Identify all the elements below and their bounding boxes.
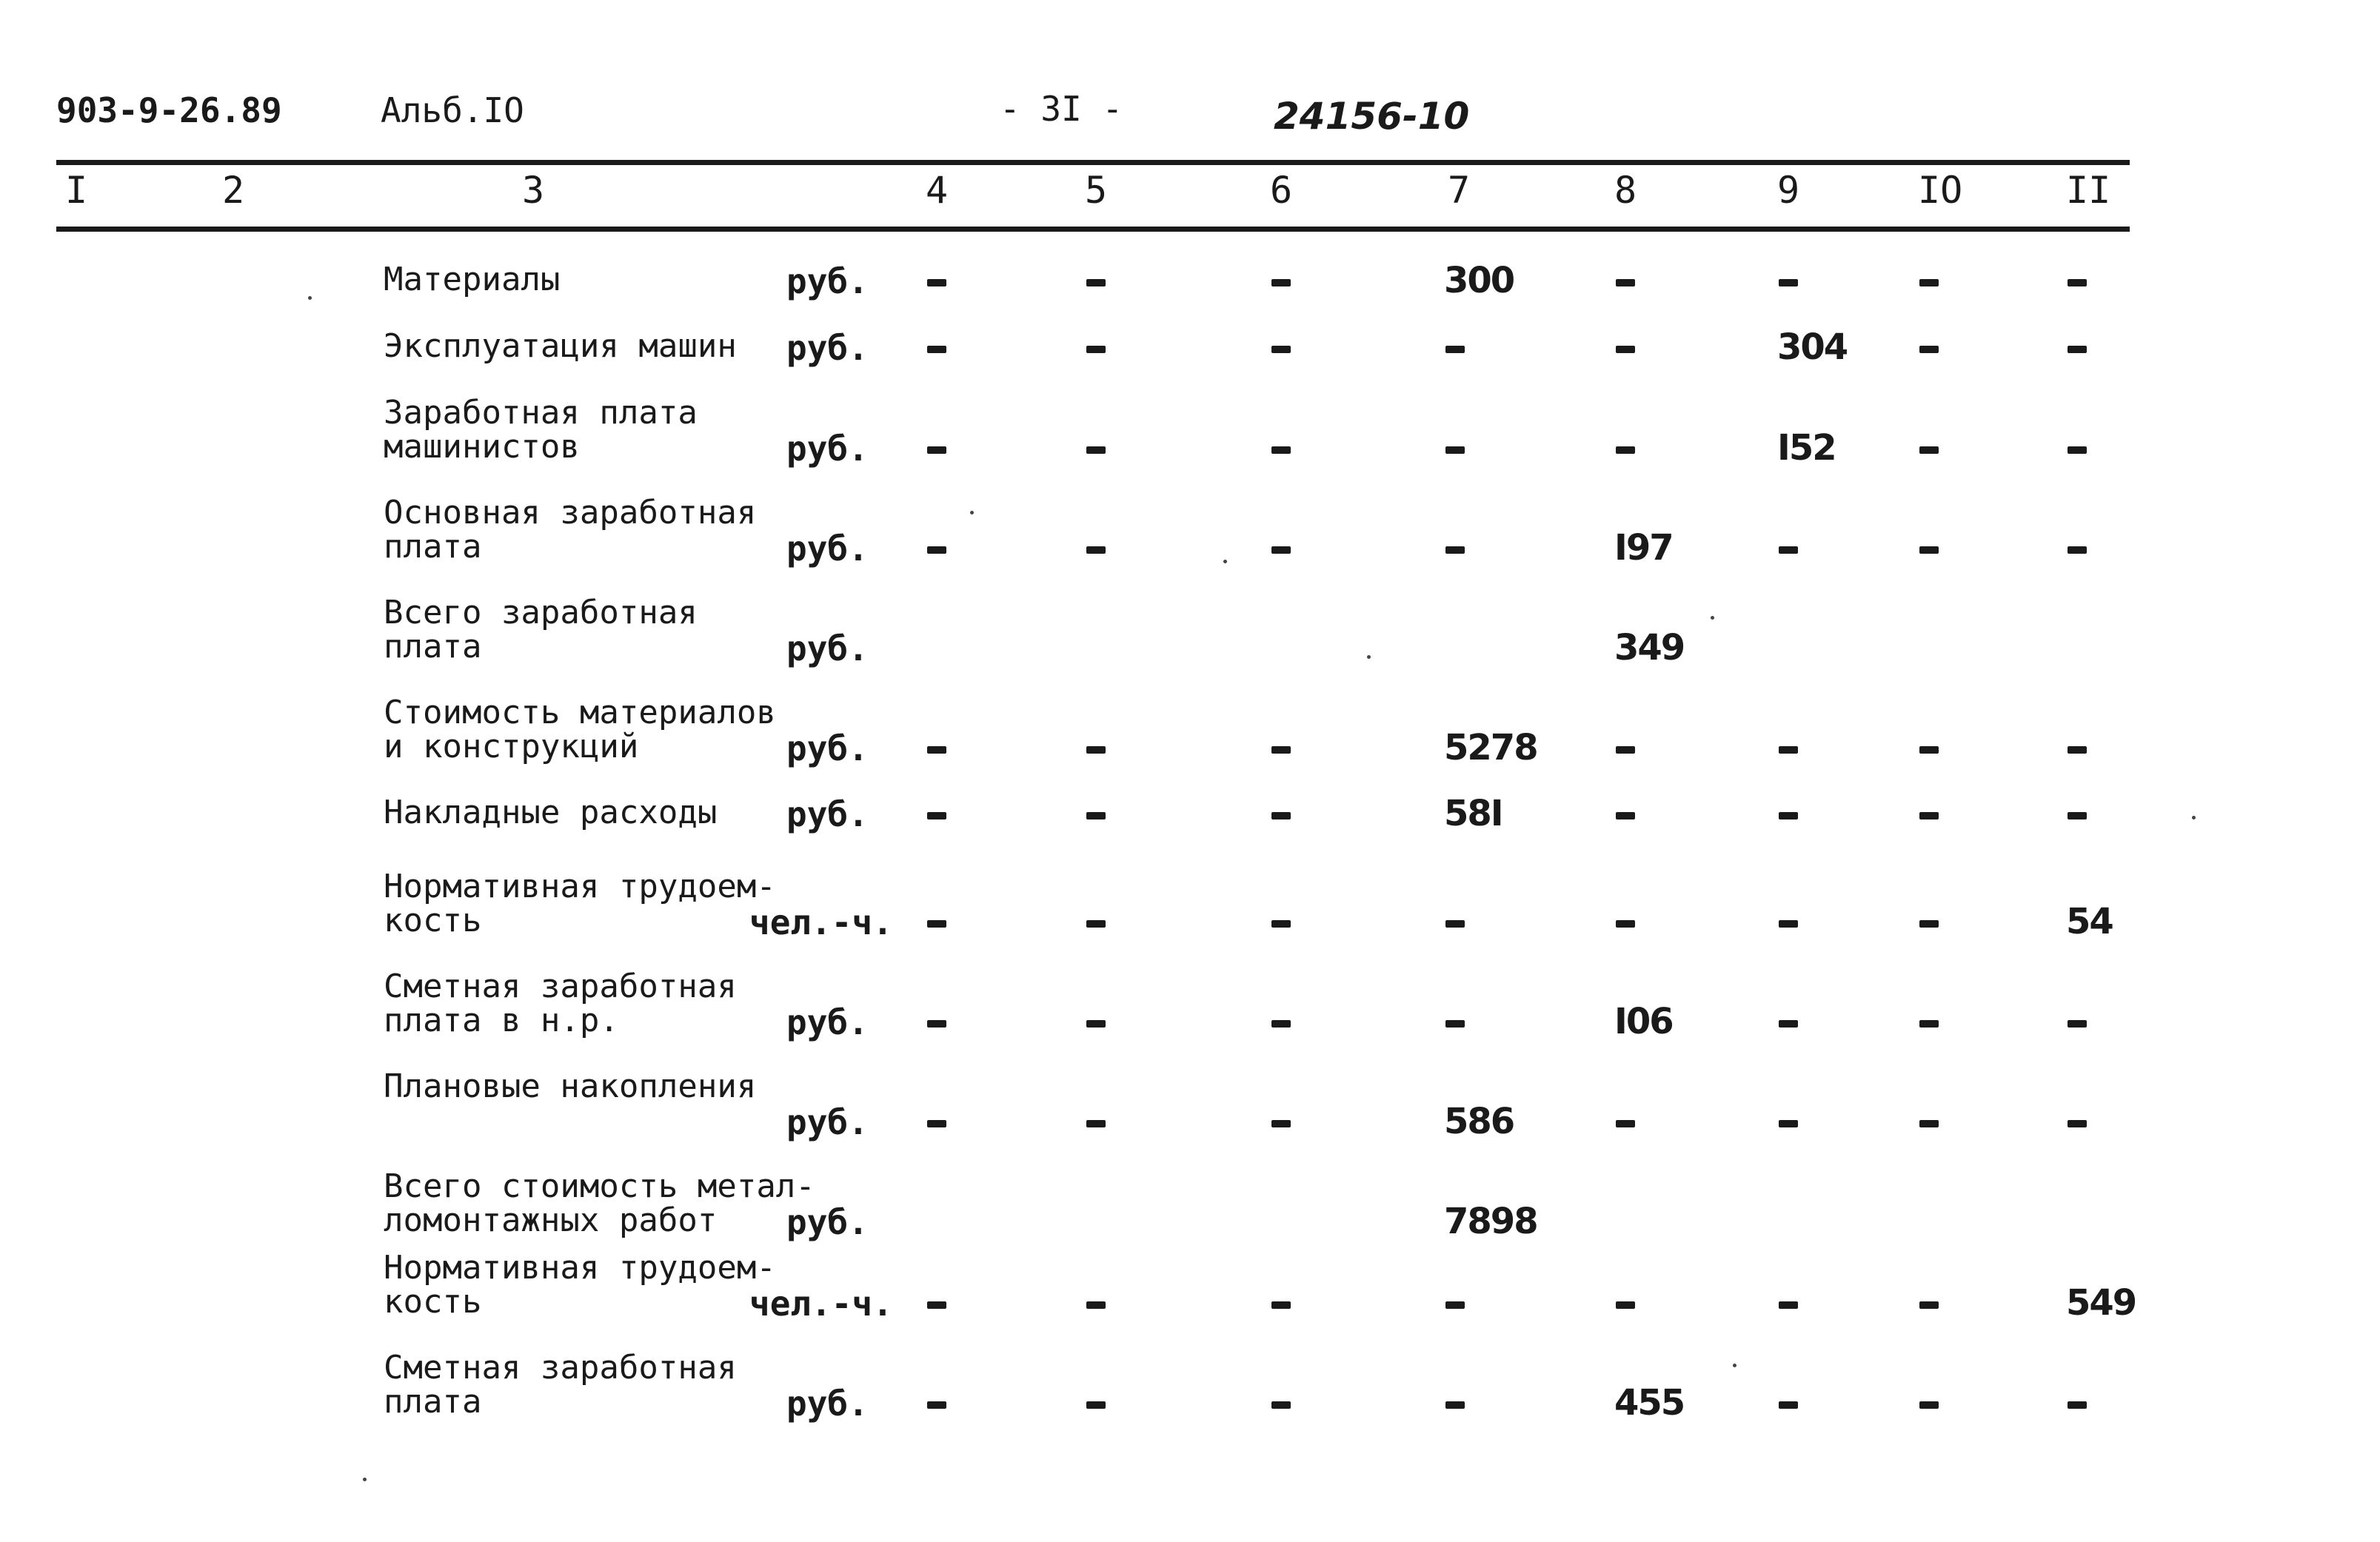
empty-cell-dash <box>1271 746 1291 754</box>
empty-cell-dash <box>1616 1120 1635 1127</box>
scan-speck <box>1223 560 1227 563</box>
row-label-line: Сметная заработная <box>384 968 737 1005</box>
row-unit: руб. <box>786 328 869 368</box>
scan-speck <box>1733 1364 1736 1367</box>
row-label-line: плата <box>384 528 482 566</box>
empty-cell-dash <box>927 1120 946 1127</box>
row-label-line: Всего стоимость метал- <box>384 1167 815 1205</box>
row-unit: чел.-ч. <box>749 1284 893 1324</box>
empty-cell-dash <box>927 746 946 754</box>
scan-speck <box>1367 655 1371 659</box>
empty-cell-dash <box>1086 746 1106 754</box>
empty-cell-dash <box>1919 1020 1939 1028</box>
column-number: 8 <box>1614 169 1637 212</box>
row-label-line: Плановые накопления <box>384 1067 757 1105</box>
empty-cell-dash <box>1271 546 1291 554</box>
cell-value: 58I <box>1444 793 1502 834</box>
empty-cell-dash <box>1779 812 1798 819</box>
empty-cell-dash <box>1271 446 1291 454</box>
empty-cell-dash <box>1445 1401 1465 1409</box>
empty-cell-dash <box>1445 346 1465 353</box>
empty-cell-dash <box>1271 812 1291 819</box>
empty-cell-dash <box>1919 546 1939 554</box>
scan-speck <box>2192 816 2196 819</box>
row-unit: руб. <box>786 1202 869 1242</box>
handwritten-number: 24156-10 <box>1274 95 1470 138</box>
scan-speck <box>308 296 312 300</box>
empty-cell-dash <box>1616 812 1635 819</box>
row-label-line: кость <box>384 1283 482 1321</box>
row-unit: руб. <box>786 261 869 301</box>
empty-cell-dash <box>1919 346 1939 353</box>
empty-cell-dash <box>2068 346 2087 353</box>
empty-cell-dash <box>1779 546 1798 554</box>
cell-value: 455 <box>1614 1382 1685 1424</box>
row-unit: руб. <box>786 1102 869 1142</box>
row-label-line: Материалы <box>384 261 561 298</box>
row-label-line: Сметная заработная <box>384 1349 737 1387</box>
empty-cell-dash <box>1919 920 1939 928</box>
empty-cell-dash <box>2068 1020 2087 1028</box>
empty-cell-dash <box>1086 1401 1106 1409</box>
empty-cell-dash <box>1086 446 1106 454</box>
empty-cell-dash <box>1616 446 1635 454</box>
empty-cell-dash <box>1271 1120 1291 1127</box>
top-rule <box>56 160 2130 165</box>
empty-cell-dash <box>1086 546 1106 554</box>
empty-cell-dash <box>2068 279 2087 286</box>
empty-cell-dash <box>1271 1020 1291 1028</box>
row-unit: руб. <box>786 628 869 668</box>
row-label-line: Нормативная трудоем- <box>384 868 776 905</box>
cell-value: 349 <box>1614 627 1685 668</box>
empty-cell-dash <box>927 546 946 554</box>
empty-cell-dash <box>1616 920 1635 928</box>
scan-speck <box>1711 616 1714 620</box>
cell-value: 304 <box>1777 326 1848 368</box>
column-number: I <box>65 169 88 212</box>
empty-cell-dash <box>2068 746 2087 754</box>
empty-cell-dash <box>1616 1301 1635 1309</box>
column-number: 9 <box>1777 169 1800 212</box>
empty-cell-dash <box>1919 1120 1939 1127</box>
empty-cell-dash <box>1086 920 1106 928</box>
row-label-line: кость <box>384 902 482 939</box>
row-label-line: машинистов <box>384 428 580 466</box>
empty-cell-dash <box>1086 1120 1106 1127</box>
column-number: 4 <box>926 169 949 212</box>
empty-cell-dash <box>1445 1020 1465 1028</box>
row-unit: руб. <box>786 1002 869 1042</box>
cell-value: 586 <box>1444 1101 1514 1142</box>
empty-cell-dash <box>927 1401 946 1409</box>
cell-value: I52 <box>1777 427 1836 469</box>
column-number: 6 <box>1270 169 1293 212</box>
row-label-line: Стоимость материалов <box>384 694 776 731</box>
empty-cell-dash <box>1919 1401 1939 1409</box>
empty-cell-dash <box>2068 446 2087 454</box>
column-number: IO <box>1918 169 1963 212</box>
row-unit: руб. <box>786 429 869 469</box>
empty-cell-dash <box>1779 279 1798 286</box>
empty-cell-dash <box>1919 446 1939 454</box>
empty-cell-dash <box>1086 1020 1106 1028</box>
column-number: 7 <box>1448 169 1471 212</box>
cell-value: I97 <box>1614 527 1673 569</box>
bottom-rule <box>56 227 2130 232</box>
row-label-line: Заработная плата <box>384 394 698 432</box>
row-label-line: Накладные расходы <box>384 794 718 831</box>
document-code: 903-9-26.89 <box>56 90 282 130</box>
empty-cell-dash <box>1445 446 1465 454</box>
row-label-line: плата в н.р. <box>384 1002 619 1039</box>
empty-cell-dash <box>1271 346 1291 353</box>
empty-cell-dash <box>927 279 946 286</box>
row-unit: руб. <box>786 529 869 569</box>
empty-cell-dash <box>1919 746 1939 754</box>
column-number: II <box>2066 169 2111 212</box>
empty-cell-dash <box>1616 346 1635 353</box>
row-unit: руб. <box>786 1384 869 1424</box>
empty-cell-dash <box>1616 279 1635 286</box>
row-label-line: Нормативная трудоем- <box>384 1249 776 1287</box>
empty-cell-dash <box>1779 1120 1798 1127</box>
empty-cell-dash <box>2068 546 2087 554</box>
empty-cell-dash <box>1271 279 1291 286</box>
empty-cell-dash <box>927 812 946 819</box>
row-label-line: Эксплуатация машин <box>384 327 737 365</box>
cell-value: I06 <box>1614 1001 1673 1042</box>
row-unit: руб. <box>786 794 869 834</box>
empty-cell-dash <box>1919 812 1939 819</box>
scan-speck <box>363 1478 367 1481</box>
empty-cell-dash <box>927 446 946 454</box>
row-label-line: плата <box>384 628 482 666</box>
album-number: Альб.IO <box>381 90 524 130</box>
row-label-line: плата <box>384 1383 482 1421</box>
empty-cell-dash <box>927 346 946 353</box>
empty-cell-dash <box>1445 546 1465 554</box>
empty-cell-dash <box>2068 1120 2087 1127</box>
page-number: - 3I - <box>1000 89 1123 129</box>
row-label-line: Всего заработная <box>384 594 698 631</box>
column-number: 2 <box>222 169 245 212</box>
empty-cell-dash <box>1086 346 1106 353</box>
empty-cell-dash <box>1779 1020 1798 1028</box>
empty-cell-dash <box>1271 1401 1291 1409</box>
empty-cell-dash <box>1779 1401 1798 1409</box>
cell-value: 300 <box>1444 260 1514 301</box>
empty-cell-dash <box>1086 279 1106 286</box>
empty-cell-dash <box>1086 1301 1106 1309</box>
empty-cell-dash <box>1271 1301 1291 1309</box>
cell-value: 54 <box>2066 901 2113 942</box>
row-unit: руб. <box>786 728 869 768</box>
row-label-line: ломонтажных работ <box>384 1201 718 1239</box>
column-number: 5 <box>1085 169 1108 212</box>
cell-value: 5278 <box>1444 727 1537 768</box>
empty-cell-dash <box>1779 1301 1798 1309</box>
empty-cell-dash <box>2068 812 2087 819</box>
row-label-line: Основная заработная <box>384 494 757 532</box>
row-unit: чел.-ч. <box>749 902 893 942</box>
empty-cell-dash <box>1271 920 1291 928</box>
empty-cell-dash <box>2068 1401 2087 1409</box>
cell-value: 7898 <box>1444 1201 1537 1242</box>
empty-cell-dash <box>1445 1301 1465 1309</box>
empty-cell-dash <box>1919 1301 1939 1309</box>
empty-cell-dash <box>927 1301 946 1309</box>
empty-cell-dash <box>927 1020 946 1028</box>
column-number: 3 <box>522 169 545 212</box>
empty-cell-dash <box>1779 920 1798 928</box>
empty-cell-dash <box>927 920 946 928</box>
cell-value: 549 <box>2066 1282 2136 1324</box>
row-label-line: и конструкций <box>384 728 639 765</box>
empty-cell-dash <box>1779 746 1798 754</box>
empty-cell-dash <box>1445 920 1465 928</box>
empty-cell-dash <box>1616 746 1635 754</box>
scan-speck <box>970 511 974 514</box>
empty-cell-dash <box>1086 812 1106 819</box>
empty-cell-dash <box>1919 279 1939 286</box>
